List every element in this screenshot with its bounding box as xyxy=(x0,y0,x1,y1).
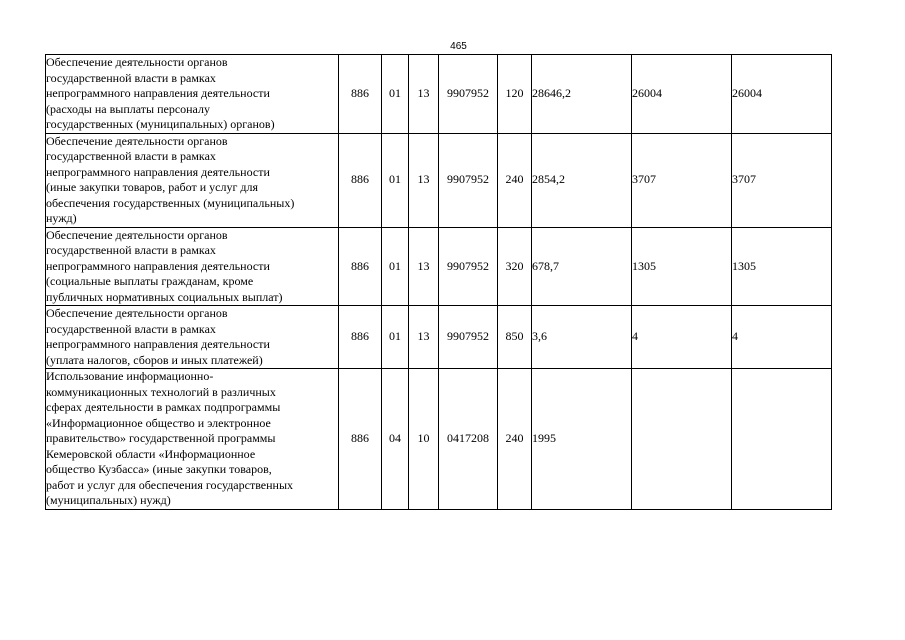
amount-year3-cell xyxy=(732,369,832,510)
description-line: непрограммного направления деятельности xyxy=(46,164,270,179)
expense-type-cell: 240 xyxy=(498,133,532,227)
subsection-code-cell: 13 xyxy=(409,227,439,306)
subsection-code-cell: 13 xyxy=(409,55,439,134)
description-line: Обеспечение деятельности органов xyxy=(46,227,228,242)
amount-year1-cell: 2854,2 xyxy=(532,133,632,227)
ministry-code-cell: 886 xyxy=(339,369,382,510)
description-line: правительство» государственной программы xyxy=(46,431,276,445)
target-article-cell: 9907952 xyxy=(439,55,498,134)
description-line: государственной власти в рамках xyxy=(46,70,216,85)
table-row xyxy=(46,369,832,510)
description-line: государственной власти в рамках xyxy=(46,321,216,336)
budget-table xyxy=(45,54,832,510)
section-code-cell: 04 xyxy=(382,369,409,510)
target-article-cell: 9907952 xyxy=(439,227,498,306)
section-code-cell: 01 xyxy=(382,55,409,134)
amount-year1-cell: 28646,2 xyxy=(532,55,632,134)
description-line: нужд) xyxy=(46,211,77,225)
description-line: коммуникационных технологий в различных xyxy=(46,384,276,399)
ministry-code-cell: 886 xyxy=(339,55,382,134)
table-row xyxy=(46,133,832,227)
table-row xyxy=(46,227,832,306)
description-line: государственной власти в рамках xyxy=(46,149,216,163)
subsection-code-cell: 10 xyxy=(409,369,439,510)
description-line: непрограммного направления деятельности xyxy=(46,258,270,273)
target-article-cell: 9907952 xyxy=(439,306,498,369)
description-line: обеспечения государственных (муниципальных) xyxy=(46,195,295,210)
description-line: сферах деятельности в рамках подпрограммы xyxy=(46,400,281,414)
amount-year3-cell: 3707 xyxy=(732,133,832,227)
amount-year2-cell: 26004 xyxy=(632,55,732,134)
expense-type-cell: 120 xyxy=(498,55,532,134)
expense-type-cell: 240 xyxy=(498,369,532,510)
subsection-code-cell: 13 xyxy=(409,306,439,369)
description-line: (муниципальных) нужд) xyxy=(46,493,171,507)
description-line: общество Кузбасса» (иные закупки товаров, xyxy=(46,462,272,476)
ministry-code-cell: 886 xyxy=(339,306,382,369)
description-cell xyxy=(46,306,339,369)
section-code-cell: 01 xyxy=(382,133,409,227)
description-line: Обеспечение деятельности органов xyxy=(46,55,228,69)
description-cell xyxy=(46,133,339,227)
description-line: непрограммного направления деятельности xyxy=(46,86,270,100)
amount-year2-cell: 4 xyxy=(632,306,732,369)
amount-year2-cell: 3707 xyxy=(632,133,732,227)
page-number: 465 xyxy=(450,41,467,52)
description-line: Обеспечение деятельности органов xyxy=(46,306,228,320)
amount-year2-cell: 1305 xyxy=(632,227,732,306)
table-row xyxy=(46,306,832,369)
expense-type-cell: 320 xyxy=(498,227,532,306)
target-article-cell: 0417208 xyxy=(439,369,498,510)
table-body xyxy=(46,55,832,510)
description-line: (расходы на выплаты персоналу xyxy=(46,101,210,116)
expense-type-cell: 850 xyxy=(498,306,532,369)
amount-year3-cell: 1305 xyxy=(732,227,832,306)
description-line: (уплата налогов, сборов и иных платежей) xyxy=(46,352,263,367)
amount-year1-cell: 678,7 xyxy=(532,227,632,306)
subsection-code-cell: 13 xyxy=(409,133,439,227)
description-cell xyxy=(46,227,339,306)
description-cell xyxy=(46,369,339,510)
description-line: работ и услуг для обеспечения государственных xyxy=(46,477,294,492)
description-line: (социальные выплаты гражданам, кроме xyxy=(46,274,254,288)
amount-year2-cell xyxy=(632,369,732,510)
target-article-cell: 9907952 xyxy=(439,133,498,227)
amount-year3-cell: 26004 xyxy=(732,55,832,134)
description-cell xyxy=(46,55,339,134)
section-code-cell: 01 xyxy=(382,227,409,306)
description-line: непрограммного направления деятельности xyxy=(46,337,270,351)
ministry-code-cell: 886 xyxy=(339,227,382,306)
description-line: Обеспечение деятельности органов xyxy=(46,133,228,148)
description-line: Использование информационно- xyxy=(46,369,214,383)
ministry-code-cell: 886 xyxy=(339,133,382,227)
description-line: Кемеровской области «Информационное xyxy=(46,446,256,461)
table-row xyxy=(46,55,832,134)
description-line: государственной власти в рамках xyxy=(46,243,216,257)
description-line: государственных (муниципальных) органов) xyxy=(46,117,275,131)
description-line: публичных нормативных социальных выплат) xyxy=(46,289,283,304)
description-line: (иные закупки товаров, работ и услуг для xyxy=(46,180,259,194)
amount-year1-cell: 3,6 xyxy=(532,306,632,369)
amount-year3-cell: 4 xyxy=(732,306,832,369)
section-code-cell: 01 xyxy=(382,306,409,369)
amount-year1-cell: 1995 xyxy=(532,369,632,510)
description-line: «Информационное общество и электронное xyxy=(46,415,271,430)
